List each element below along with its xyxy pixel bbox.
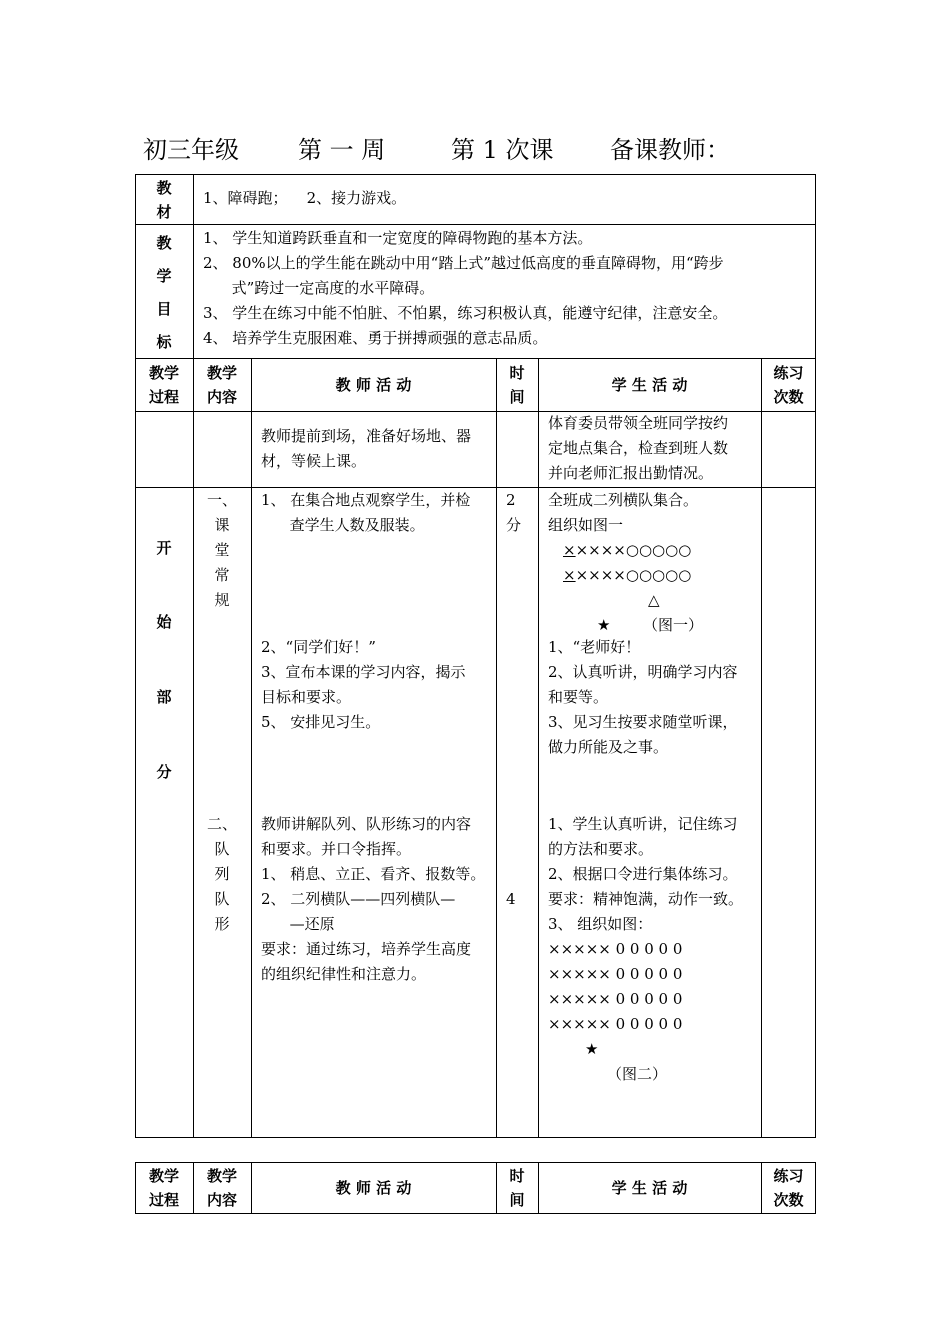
- star-icon: ★: [597, 616, 611, 634]
- section1-time: 2 分: [506, 491, 522, 534]
- header-student: 学 生 活 动: [611, 376, 688, 394]
- pre-teacher-activity: 教师提前到场，准备好场地、器 材，等候上课。: [261, 427, 472, 470]
- header-process: 教学 过程: [148, 1167, 179, 1209]
- figure-caption: （图二）: [607, 1065, 668, 1083]
- section2-student: 1、学生认真听讲，记住练习 的方法和要求。 2、根据口令进行集体练习。 要求：精神饱满，动作一致。 3、 组织如图：: [548, 815, 744, 933]
- section1-student-b: 1、“老师好！ 2、认真听讲，明确学习内容 和要等。 3、见习生按要求随堂听课， 做力所能及之事。: [548, 638, 738, 756]
- goal-item: 1、 学生知道跨跃垂直和一定宽度的障碍物跑的基本方法。: [203, 229, 593, 247]
- header-time: 时 间: [509, 1167, 525, 1209]
- header-student: 学 生 活 动: [611, 1179, 688, 1197]
- goal-item: 2、 80%以上的学生能在跳动中用“踏上式”越过低高度的垂直障碍物，用“跨步: [203, 254, 724, 272]
- section1-teacher-a: 1、 在集合地点观察学生，并检 查学生人数及服装。: [261, 491, 471, 534]
- process-char: 部: [156, 688, 172, 706]
- section1-title: 一、 课 堂 常 规: [206, 491, 237, 609]
- header-teacher: 教 师 活 动: [335, 376, 412, 394]
- header-content: 教学 内容: [206, 1167, 237, 1209]
- process-char: 始: [156, 613, 172, 631]
- figure-caption: （图一）: [643, 616, 704, 634]
- teacher-label: 备课教师：: [610, 136, 730, 164]
- formation-row: ××××× 0 0 0 0 0: [548, 965, 683, 983]
- pre-student-activity: 体育委员带领全班同学按约 定地点集合，检查到班人数 并向老师汇报出勤情况。: [548, 414, 729, 482]
- goal-item: 3、 学生在练习中能不怕脏、不怕累，练习积极认真，能遵守纪律，注意安全。: [203, 304, 728, 322]
- week-label: 第 一 周: [298, 136, 386, 164]
- header-count: 练习 次数: [773, 364, 804, 406]
- formation-first-mark: ×: [563, 566, 576, 584]
- section2-time: 4: [506, 890, 516, 908]
- header-content: 教学 内容: [206, 364, 237, 406]
- header-time: 时 间: [509, 364, 525, 406]
- header-count: 练习 次数: [773, 1167, 804, 1209]
- goal-item: 4、 培养学生克服困难、勇于拼搏顽强的意志品质。: [203, 329, 548, 347]
- header-teacher: 教 师 活 动: [335, 1179, 412, 1197]
- formation-rest: ××××○○○○○: [575, 566, 692, 584]
- section2-title: 二、 队 列 队 形: [206, 815, 237, 933]
- grade-label: 初三年级: [143, 136, 239, 164]
- goal-item: 式”跨过一定高度的水平障碍。: [203, 279, 435, 297]
- formation-row: [563, 538, 691, 563]
- material-label: 教 材: [156, 179, 172, 221]
- header-process: 教学 过程: [148, 364, 179, 406]
- triangle-icon: △: [648, 591, 660, 609]
- goals-list: [203, 226, 727, 351]
- star-icon: ★: [585, 1040, 599, 1058]
- formation-first-mark: ×: [563, 541, 576, 559]
- goals-label: 教 学 目 标: [156, 234, 172, 351]
- formation-row: ××××× 0 0 0 0 0: [548, 1015, 683, 1033]
- lesson-label: 第 1 次课: [451, 136, 554, 164]
- process-char: 分: [156, 763, 172, 781]
- formation-row: [563, 563, 691, 588]
- material-content: 1、障碍跑； 2、接力游戏。: [203, 189, 407, 207]
- section1-teacher-b: 2、“同学们好！” 3、宣布本课的学习内容，揭示 目标和要求。 5、 安排见习生。: [261, 638, 466, 731]
- formation-row: ××××× 0 0 0 0 0: [548, 940, 683, 958]
- formation-row: ××××× 0 0 0 0 0: [548, 990, 683, 1008]
- process-char: 开: [156, 539, 172, 557]
- formation-rest: ××××○○○○○: [575, 541, 692, 559]
- section1-student-a: 全班成二列横队集合。 组织如图一: [548, 491, 699, 534]
- section2-teacher: 教师讲解队列、队形练习的内容 和要求。并口令指挥。 1、 稍息、立正、看齐、报数等。 2、 二列横队——四列横队— —还原 要求：通过练习，培养学生高度 的组织纪律性和注意力。: [261, 815, 486, 983]
